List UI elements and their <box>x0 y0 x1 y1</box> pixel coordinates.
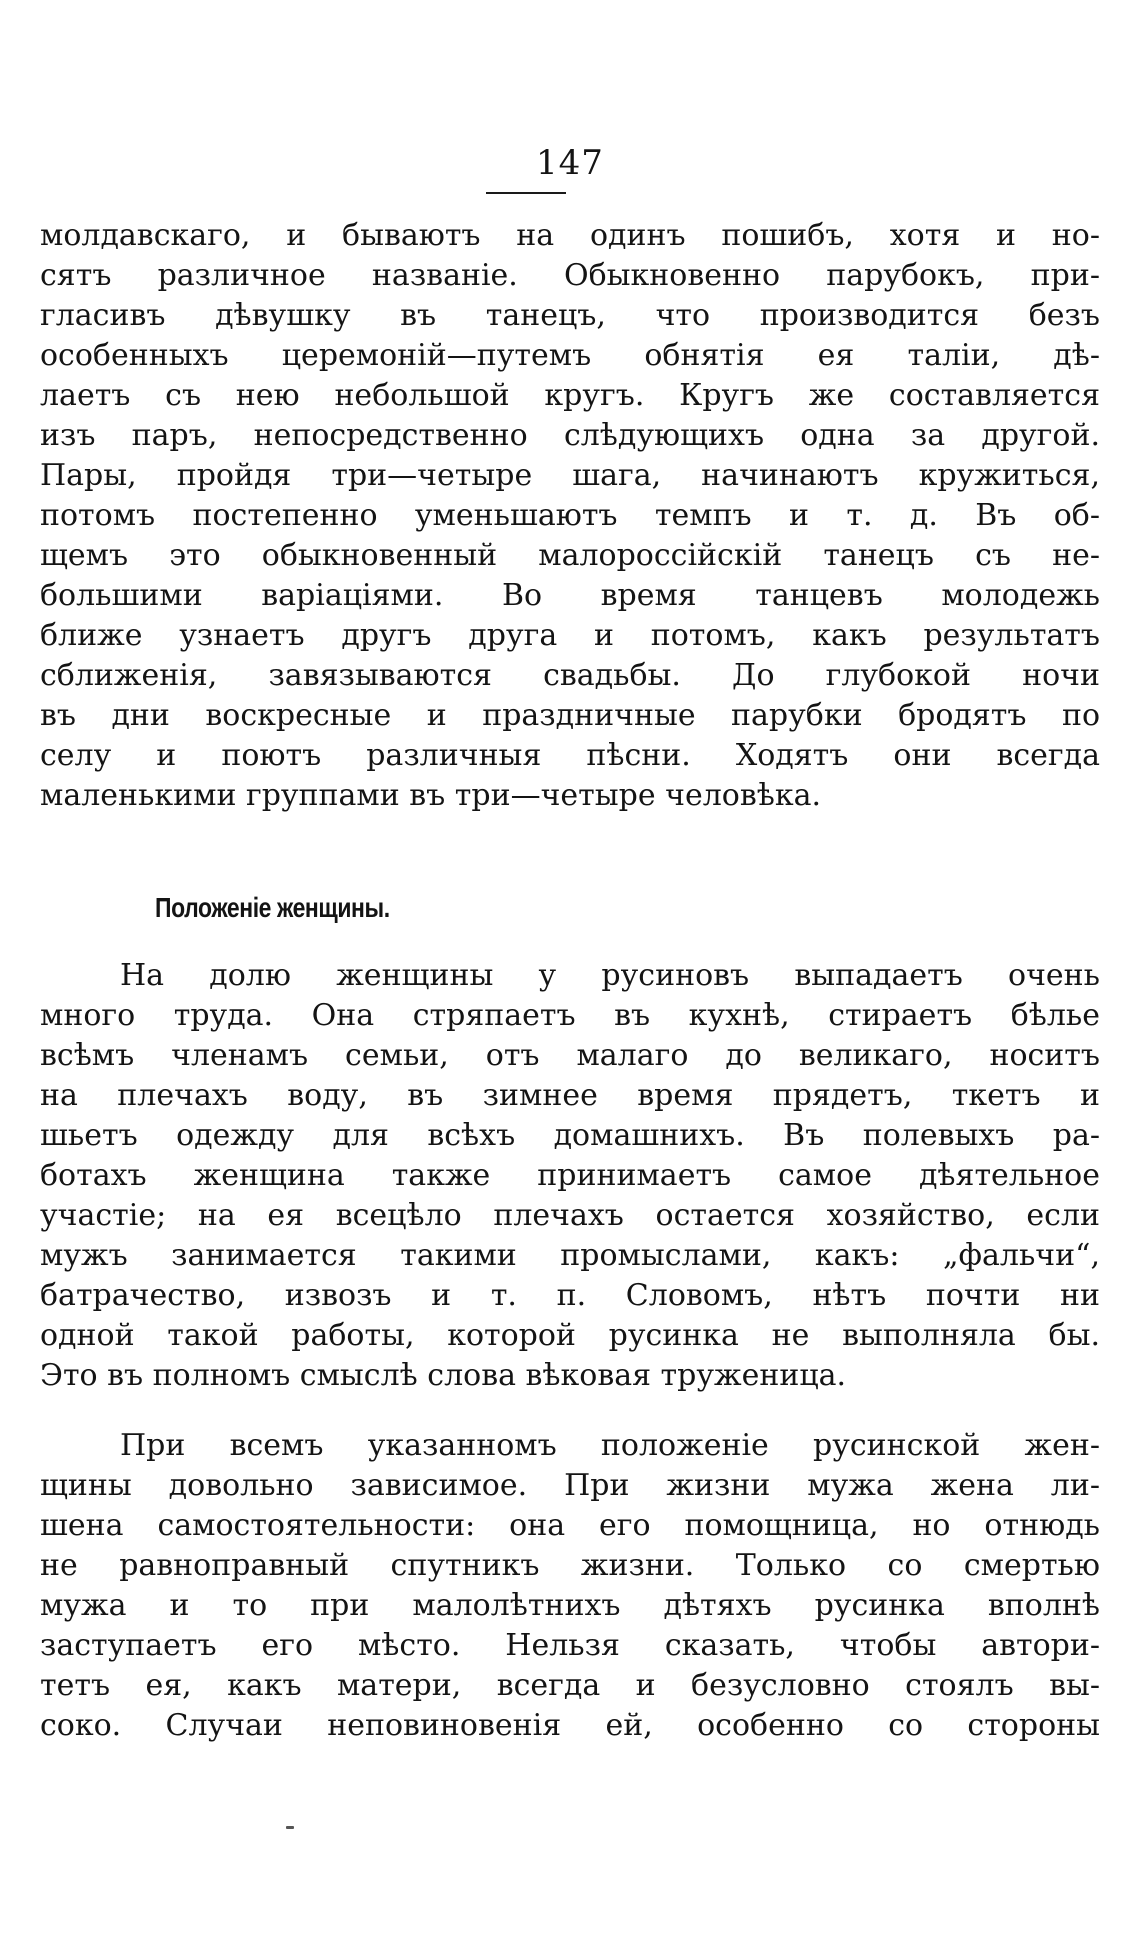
text-line: тетъ ея, какъ матери, всегда и безусловно стоялъ вы- <box>40 1668 1100 1703</box>
text-line: ближе узнаетъ другъ друга и потомъ, какъ результатъ <box>40 618 1100 653</box>
text-line: щины довольно зависимое. При жизни мужа жена ли- <box>40 1468 1100 1503</box>
text-line: много труда. Она стряпаетъ въ кухнѣ, стираетъ бѣлье <box>40 998 1100 1033</box>
text-line: шьетъ одежду для всѣхъ домашнихъ. Въ полевыхъ ра- <box>40 1118 1100 1153</box>
paragraph-womens-labor <box>40 956 1100 1396</box>
text-line: сятъ различное названіе. Обыкновенно парубокъ, при- <box>40 258 1100 293</box>
text-line: особенныхъ церемоній—путемъ обнятія ея таліи, дѣ- <box>40 338 1100 373</box>
text-line: одной такой работы, которой русинка не выполняла бы. <box>40 1318 1100 1353</box>
text-line: батрачество, извозъ и т. п. Словомъ, нѣтъ почти ни <box>40 1278 1100 1313</box>
text-line: большими варіаціями. Во время танцевъ молодежь <box>40 578 1100 613</box>
text-line: соко. Случаи неповиновенія ей, особенно со стороны <box>40 1708 1100 1743</box>
text-line: щемъ это обыкновенный малороссійскій танецъ съ не- <box>40 538 1100 573</box>
paragraph-dances <box>40 216 1100 816</box>
paragraph-womens-status <box>40 1426 1100 1746</box>
text-line: въ дни воскресные и праздничные парубки бродятъ по <box>40 698 1100 733</box>
text-line: сближенія, завязываются свадьбы. До глубокой ночи <box>40 658 1100 693</box>
text-line: потомъ постепенно уменьшаютъ темпъ и т. д. Въ об- <box>40 498 1100 533</box>
text-line: маленькими группами въ три—четыре человѣка. <box>40 778 822 813</box>
text-line: мужа и то при малолѣтнихъ дѣтяхъ русинка вполнѣ <box>40 1588 1100 1623</box>
page-number: 147 <box>536 143 604 183</box>
text-line: На долю женщины у русиновъ выпадаетъ очень <box>120 958 1100 993</box>
text-line: Пары, пройдя три—четыре шага, начинаютъ кружиться, <box>40 458 1100 493</box>
text-line: участіе; на ея всецѣло плечахъ остается хозяйство, если <box>40 1198 1100 1233</box>
text-line: не равноправный спутникъ жизни. Только со смертью <box>40 1548 1100 1583</box>
text-line: на плечахъ воду, въ зимнее время прядетъ, ткетъ и <box>40 1078 1100 1113</box>
text-line: При всемъ указанномъ положеніе русинской жен- <box>120 1428 1100 1463</box>
text-line: шена самостоятельности: она его помощница, но отнюдь <box>40 1508 1100 1543</box>
text-line: всѣмъ членамъ семьи, отъ малаго до великаго, носитъ <box>40 1038 1100 1073</box>
text-line: изъ паръ, непосредственно слѣдующихъ одна за другой. <box>40 418 1100 453</box>
text-line: лаетъ съ нею небольшой кругъ. Кругъ же составляется <box>40 378 1100 413</box>
ink-speck <box>286 1826 294 1829</box>
section-heading: Положеніе женщины. <box>155 892 390 923</box>
text-line: гласивъ дѣвушку въ танецъ, что производится безъ <box>40 298 1100 333</box>
text-line: молдавскаго, и бываютъ на одинъ пошибъ, хотя и но- <box>40 218 1100 253</box>
page-number-underline <box>486 192 566 194</box>
text-line: ботахъ женщина также принимаетъ самое дѣятельное <box>40 1158 1100 1193</box>
text-line: Это въ полномъ смыслѣ слова вѣковая труженица. <box>40 1358 847 1393</box>
text-line: мужъ занимается такими промыслами, какъ: „фальчи“, <box>40 1238 1100 1273</box>
text-line: селу и поютъ различныя пѣсни. Ходятъ они всегда <box>40 738 1100 773</box>
text-line: заступаетъ его мѣсто. Нельзя сказать, чтобы автори- <box>40 1628 1100 1663</box>
